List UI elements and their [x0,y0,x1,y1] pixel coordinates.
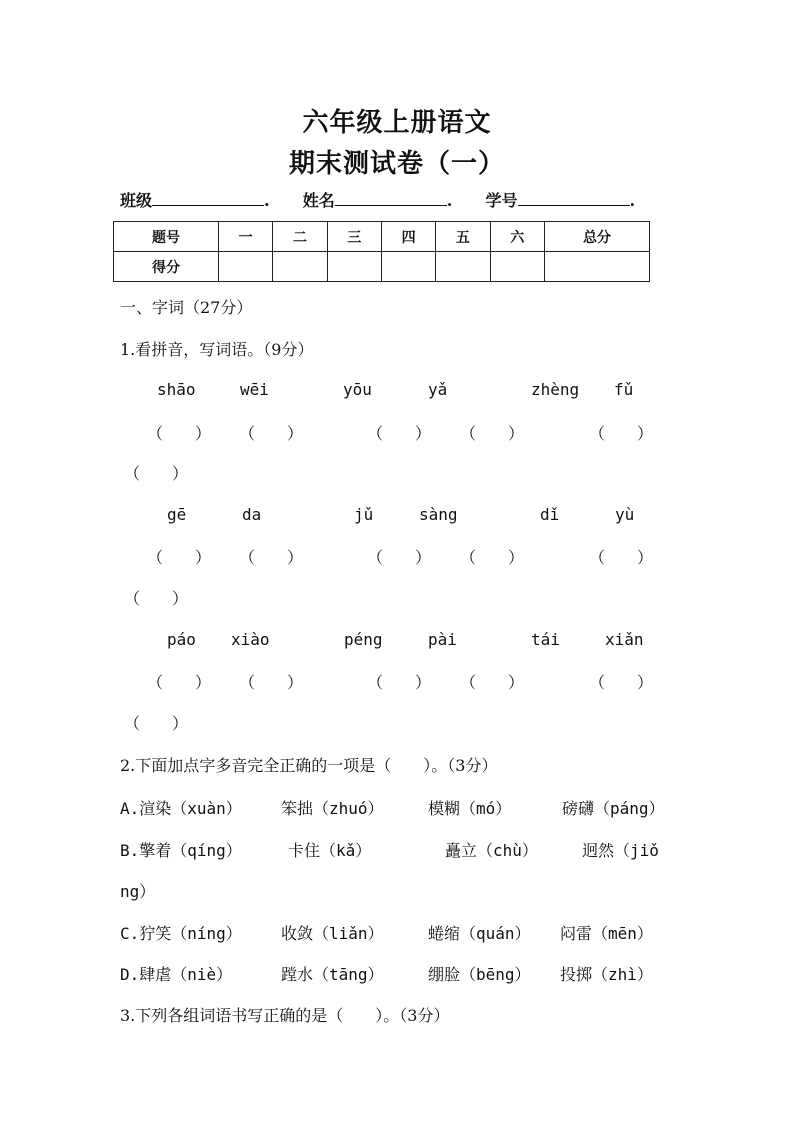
answer-blank[interactable]: （ ） [124,464,189,483]
answer-blank[interactable]: （ ） [147,424,212,443]
pinyin: yù [615,505,635,524]
answer-blank[interactable]: （ ） [239,548,304,567]
option-b-4: 迥然（jiǒ [582,841,659,860]
pinyin: xiǎn [605,630,644,649]
separator: . [629,191,636,210]
option-a-2: 笨拙（zhuó） [281,799,384,818]
pinyin: sàng [419,505,458,524]
option-a-4: 磅礴（páng） [562,799,665,818]
option-b-1: B.擎着（qíng） [120,841,242,860]
pinyin: zhèng [531,380,580,399]
pinyin: jǔ [354,505,374,524]
answer-blank[interactable]: （ ） [239,673,304,692]
title-line-1: 六年级上册语文 [302,108,492,138]
option-d-3: 绷脸（bēng） [428,965,531,984]
title-line-2: 期末测试卷（一） [288,149,505,179]
score-cell[interactable] [273,252,327,282]
answer-blank[interactable]: （ ） [460,673,525,692]
score-table-score-row [114,252,650,282]
answer-blank[interactable]: （ ） [367,424,432,443]
score-label-cell: 得分 [114,252,219,282]
header-cell: 三 [327,222,381,252]
pinyin: yōu [343,380,372,399]
header-cell: 二 [273,222,327,252]
header-cell: 六 [490,222,544,252]
separator: . [264,191,270,210]
question-1: 1.看拼音，写词语。（9分） [120,340,314,359]
score-cell[interactable] [327,252,381,282]
score-cell[interactable] [219,252,273,282]
class-label: 班级 [120,191,153,210]
pinyin: xiào [231,630,270,649]
pinyin: dǐ [540,505,560,524]
answer-blank[interactable]: （ ） [239,424,304,443]
section-heading: 一、字词（27分） [120,298,253,317]
pinyin: pài [428,630,457,649]
score-cell[interactable] [381,252,435,282]
answer-blank[interactable]: （ ） [124,589,189,608]
pinyin: gē [167,505,187,524]
option-c-4: 闷雷（mēn） [560,924,653,943]
question-2: 2.下面加点字多音完全正确的一项是（ ）。（3分） [120,756,498,775]
pinyin: tái [531,630,560,649]
question-3: 3.下列各组词语书写正确的是（ ）。（3分） [120,1006,450,1025]
header-cell: 四 [381,222,435,252]
score-cell[interactable] [436,252,490,282]
answer-blank[interactable]: （ ） [367,548,432,567]
pinyin: wēi [240,380,269,399]
pinyin: páo [167,630,196,649]
option-a-3: 模糊（mó） [428,799,512,818]
header-cell: 题号 [114,222,219,252]
header-cell: 五 [436,222,490,252]
name-label: 姓名 [302,191,335,210]
score-table [113,221,650,282]
header-cell: 总分 [544,222,649,252]
answer-blank[interactable]: （ ） [147,673,212,692]
pinyin: yǎ [428,380,448,399]
option-c-2: 收敛（liǎn） [281,924,384,943]
student-info-line [120,188,635,211]
answer-blank[interactable]: （ ） [589,548,654,567]
answer-blank[interactable]: （ ） [589,424,654,443]
option-b-3: 矗立（chù） [445,841,538,860]
pinyin: péng [344,630,383,649]
score-cell[interactable] [490,252,544,282]
answer-blank[interactable]: （ ） [460,424,525,443]
option-c-3: 蜷缩（quán） [428,924,531,943]
option-d-1: D.肆虐（niè） [120,965,233,984]
option-b-wrap: ng） [120,882,156,901]
pinyin: fǔ [614,380,634,399]
option-a-1: A.渲染（xuàn） [120,799,242,818]
separator: . [446,191,453,210]
score-cell[interactable] [544,252,649,282]
name-field[interactable] [335,189,447,206]
option-d-4: 投掷（zhì） [560,965,653,984]
option-b-2: 卡住（kǎ） [288,841,372,860]
answer-blank[interactable]: （ ） [589,673,654,692]
pinyin: da [242,505,262,524]
answer-blank[interactable]: （ ） [147,548,212,567]
answer-blank[interactable]: （ ） [460,548,525,567]
id-field[interactable] [518,189,630,206]
score-table-header-row [114,222,650,252]
answer-blank[interactable]: （ ） [124,714,189,733]
option-d-2: 蹚水（tāng） [281,965,384,984]
id-label: 学号 [485,191,518,210]
header-cell: 一 [219,222,273,252]
option-c-1: C.狞笑（níng） [120,924,242,943]
pinyin: shāo [157,380,196,399]
class-field[interactable] [152,189,264,206]
answer-blank[interactable]: （ ） [367,673,432,692]
